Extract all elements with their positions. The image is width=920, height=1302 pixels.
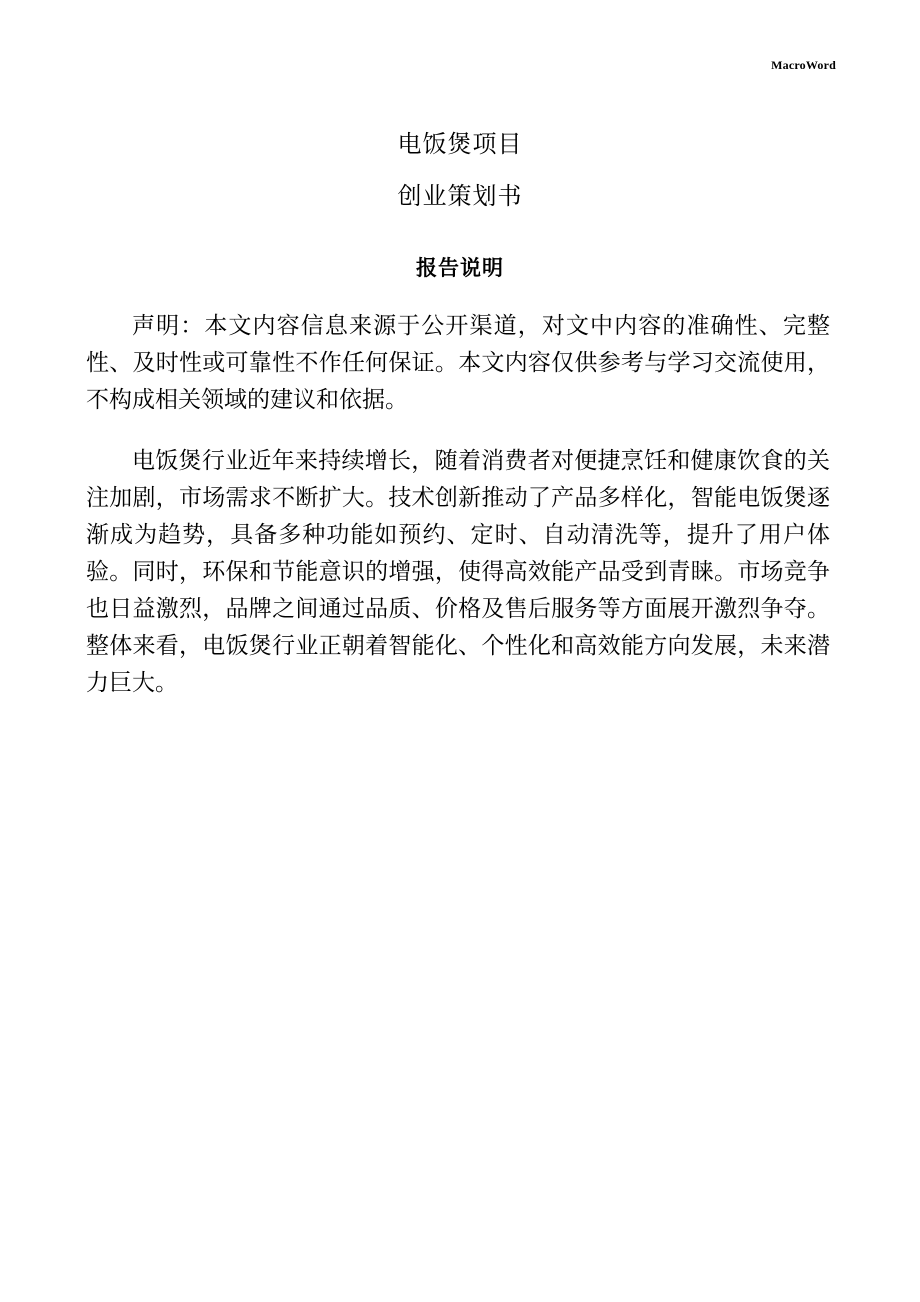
industry-paragraph: 电饭煲行业近年来持续增长，随着消费者对便捷烹饪和健康饮食的关注加剧，市场需求不断扩大。技术创新推动了产品多样化，智能电饭煲逐渐成为趋势，具备多种功能如预约、定时、自动清洗等，提升了用户体验。同时，环保和节能意识的增强，使得高效能产品受到青睐。市场竞争也日益激烈，品牌之间通过品质、价格及售后服务等方面展开激烈争夺。整体来看，电饭煲行业正朝着智能化、个性化和高效能方向发展，未来潜力巨大。	[86, 448, 830, 696]
section-heading: 报告说明	[416, 256, 504, 280]
title-line-2: 创业策划书	[397, 182, 523, 210]
disclaimer-paragraph: 声明：本文内容信息来源于公开渠道，对文中内容的准确性、完整性、及时性或可靠性不作任何保证。本文内容仅供参考与学习交流使用，不构成相关领域的建议和依据。	[86, 313, 830, 413]
header-brand: MacroWord	[771, 58, 836, 72]
body-text	[86, 308, 830, 726]
document-title	[0, 118, 920, 222]
title-line-1: 电饭煲项目	[397, 130, 523, 158]
